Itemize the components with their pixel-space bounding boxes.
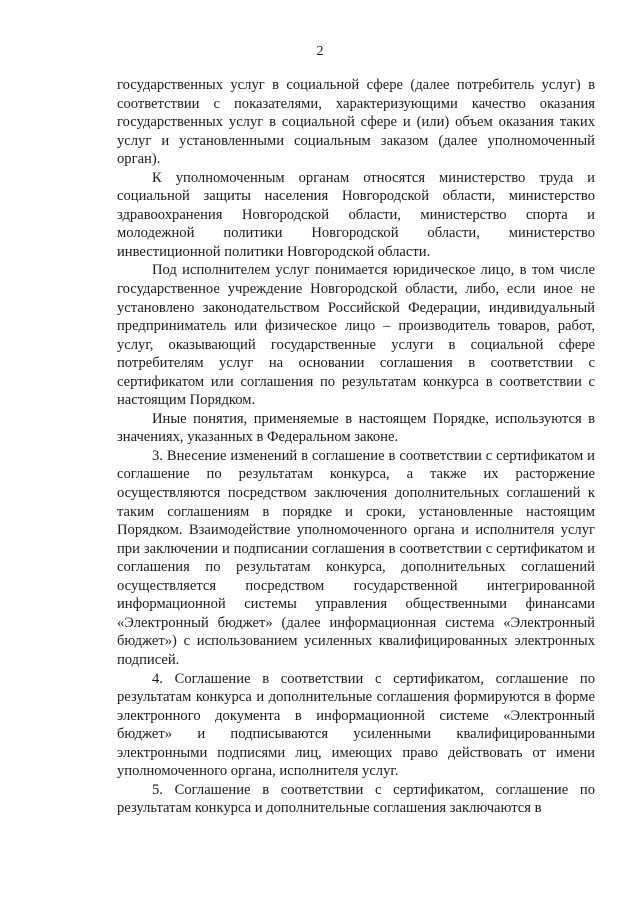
paragraph-authorized-bodies: К уполномоченным органам относятся министерство труда и социальной защиты населения Новгородской области, министерство здравоохранения Новгородской области, министерство спорта и молодежной политики Новгородской области, министерство инвестиционной политики Новгородской области.	[117, 169, 595, 260]
paragraph-continuation: государственных услуг в социальной сфере (далее потребитель услуг) в соответствии с показателями, характеризующими качество оказания государственных услуг в социальной сфере и (или) объем оказания таких услуг и установленными социальным заказом (далее уполномоченный орган).	[117, 77, 595, 168]
paragraph-item-3: 3. Внесение изменений в соглашение в соответствии с сертификатом и соглашение по результатам конкурса, а также их расторжение осуществляются посредством заключения дополнительных соглашений к таким соглашениям в порядке и сроки, установленные настоящим Порядком. Взаимодействие уполномоченного органа и исполнителя услуг при заключении и подписании соглашения в соответствии с сертификатом и соглашения по результатам конкурса, дополнительных соглашений осуществляется посредством государственной интегрированной информационной системы управления общественными финансами «Электронный бюджет» (далее информационная система «Электронный бюджет») с использованием усиленных квалифицированных электронных подписей.	[117, 447, 595, 668]
page-number: 2	[316, 44, 324, 59]
document-body	[117, 76, 595, 818]
paragraph-other-terms: Иные понятия, применяемые в настоящем Порядке, используются в значениях, указанных в Федеральном законе.	[117, 410, 595, 446]
paragraph-item-4: 4. Соглашение в соответствии с сертификатом, соглашение по результатам конкурса и дополнительные соглашения формируются в форме электронного документа в информационной системе «Электронный бюджет» и подписываются усиленными квалифицированными электронными подписями лиц, имеющих право действовать от имени уполномоченного органа, исполнителя услуг.	[117, 670, 595, 780]
paragraph-service-provider: Под исполнителем услуг понимается юридическое лицо, в том числе государственное учреждение Новгородской области, либо, если иное не установлено законодательством Российской Федерации, индивидуальный предприниматель или физическое лицо – производитель товаров, работ, услуг, оказывающий государственные услуги в социальной сфере потребителям услуг на основании соглашения в соответствии с сертификатом или соглашения по результатам конкурса в соответствии с настоящим Порядком.	[117, 262, 595, 409]
paragraph-item-5: 5. Соглашение в соответствии с сертификатом, соглашение по результатам конкурса и дополнительные соглашения заключаются в	[117, 781, 595, 817]
